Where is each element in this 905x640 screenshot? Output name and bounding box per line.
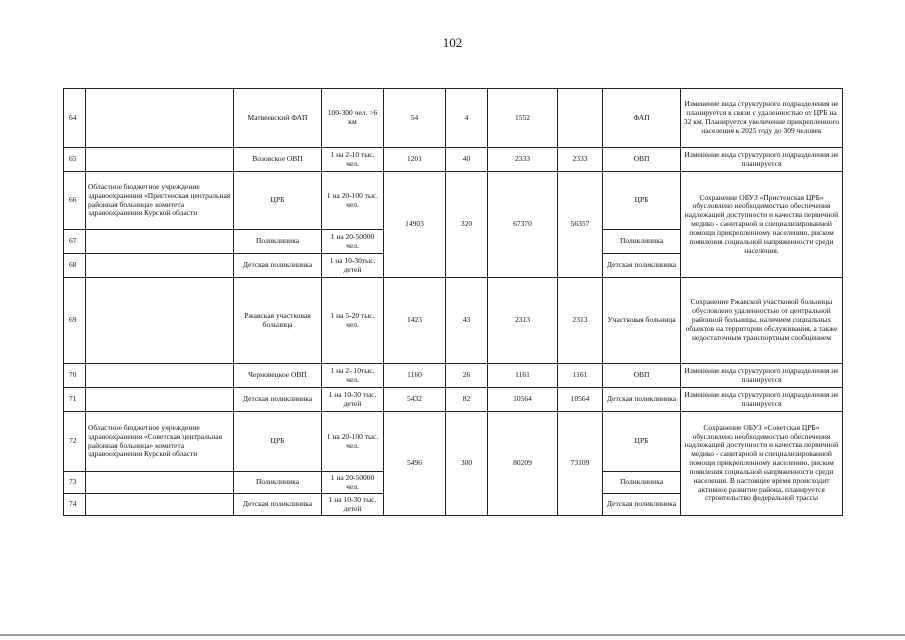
value-cell: 300 bbox=[446, 412, 488, 516]
value-cell bbox=[558, 89, 603, 148]
facility-type: ЦРБ bbox=[603, 412, 681, 472]
value-cell: 73109 bbox=[558, 412, 603, 516]
value-cell: 10564 bbox=[558, 388, 603, 412]
row-number: 71 bbox=[64, 388, 86, 412]
value-cell: 1161 bbox=[488, 364, 558, 388]
norm-cell: 1 на 10-30тыс. детей bbox=[322, 254, 384, 278]
note-cell: Изменение вида структурного подразделения не планируется bbox=[681, 388, 843, 412]
facility-type: ЦРБ bbox=[603, 172, 681, 230]
organization-cell bbox=[86, 278, 234, 364]
facility-type: ОВП bbox=[603, 148, 681, 172]
facility-type: ФАП bbox=[603, 89, 681, 148]
facility-name: ЦРБ bbox=[234, 172, 322, 230]
organization-cell bbox=[86, 148, 234, 172]
note-cell: Изменение вида структурного подразделения не планируется в связи с удаленностью от ЦРБ на 32 км. Планируется увеличение прикрепленного населения к 2025 году до 309 человек bbox=[681, 89, 843, 148]
row-number: 73 bbox=[64, 472, 86, 494]
value-cell: 43 bbox=[446, 278, 488, 364]
facility-name: Детская поликлиника bbox=[234, 388, 322, 412]
organization-cell bbox=[86, 230, 234, 254]
row-number: 68 bbox=[64, 254, 86, 278]
value-cell: 5496 bbox=[384, 412, 446, 516]
table-row bbox=[64, 364, 843, 388]
facility-type: Детская поликлиника bbox=[603, 494, 681, 516]
facility-type: Детская поликлиника bbox=[603, 254, 681, 278]
value-cell: 1552 bbox=[488, 89, 558, 148]
row-number: 69 bbox=[64, 278, 86, 364]
norm-cell: 100-300 чел. >6 км bbox=[322, 89, 384, 148]
value-cell: 4 bbox=[446, 89, 488, 148]
value-cell: 320 bbox=[446, 172, 488, 278]
value-cell: 54 bbox=[384, 89, 446, 148]
norm-cell: 1 на 10-30 тыс. детей bbox=[322, 494, 384, 516]
note-cell: Сохранение ОБУЗ «Пристенская ЦРБ» обусловлено необходимостью обеспечения надлежащей доступности и качества первичной медико - санитарной и специализированной помощи прикрепленному населению, риском появления социальной напряженности среди населения. bbox=[681, 172, 843, 278]
value-cell: 10564 bbox=[488, 388, 558, 412]
note-cell: Изменение вида структурного подразделения не планируется bbox=[681, 364, 843, 388]
norm-cell: 1 на 20-100 тыс. чел. bbox=[322, 412, 384, 472]
row-number: 65 bbox=[64, 148, 86, 172]
value-cell: 1423 bbox=[384, 278, 446, 364]
norm-cell: 1 на 20-50000 чел. bbox=[322, 472, 384, 494]
row-number: 70 bbox=[64, 364, 86, 388]
row-number: 74 bbox=[64, 494, 86, 516]
value-cell: 2313 bbox=[558, 278, 603, 364]
value-cell: 40 bbox=[446, 148, 488, 172]
row-number: 67 bbox=[64, 230, 86, 254]
note-cell: Сохранение Ржавской участковой больницы обусловлено удаленностью от центральной районной больницы, наличием социальных объектов на территории обслуживания, а также недостаточным транспортным сообщением bbox=[681, 278, 843, 364]
table-row bbox=[64, 89, 843, 148]
organization-cell bbox=[86, 364, 234, 388]
norm-cell: 1 на 20-50000 чел. bbox=[322, 230, 384, 254]
value-cell: 80209 bbox=[488, 412, 558, 516]
page-number: 102 bbox=[442, 35, 463, 50]
note-cell: Изменение вида структурного подразделения не планируется bbox=[681, 148, 843, 172]
scan-edge-line bbox=[0, 634, 905, 636]
facility-name: Поликлиника bbox=[234, 230, 322, 254]
facility-name: Черновецкое ОВП bbox=[234, 364, 322, 388]
value-cell: 14903 bbox=[384, 172, 446, 278]
facility-name: Матвеевский ФАП bbox=[234, 89, 322, 148]
facility-type: ОВП bbox=[603, 364, 681, 388]
value-cell: 82 bbox=[446, 388, 488, 412]
value-cell: 56357 bbox=[558, 172, 603, 278]
facility-type: Поликлиника bbox=[603, 472, 681, 494]
value-cell: 5432 bbox=[384, 388, 446, 412]
facility-type: Поликлиника bbox=[603, 230, 681, 254]
row-number: 66 bbox=[64, 172, 86, 230]
value-cell: 1160 bbox=[384, 364, 446, 388]
facility-name: Детская поликлиника bbox=[234, 254, 322, 278]
value-cell: 2333 bbox=[558, 148, 603, 172]
table-row bbox=[64, 388, 843, 412]
value-cell: 2333 bbox=[488, 148, 558, 172]
value-cell: 26 bbox=[446, 364, 488, 388]
organization-cell: Областное бюджетное учреждение здравоохранения «Советская центральная районная больница» комитета здравоохранения Курской области bbox=[86, 412, 234, 472]
facility-name: Детская поликлиника bbox=[234, 494, 322, 516]
norm-cell: 1 на 2-10 тыс. чел. bbox=[322, 148, 384, 172]
facility-name: Ржавская участковая больница bbox=[234, 278, 322, 364]
organization-cell: Областное бюджетное учреждение здравоохранения «Пристенская центральная районная больница» комитета здравоохранения Курской области bbox=[86, 172, 234, 230]
norm-cell: 1 на 5-20 тыс. чел. bbox=[322, 278, 384, 364]
note-cell: Сохранение ОБУЗ «Советская ЦРБ» обусловлено необходимостью обеспечения надлежащей доступности и качества первичной медико - санитарной и специализированной помощи прикрепленному населению, риском появления социальной напряженности среди населения. В настоящее время происходит активное развитие района, планируется строительство федеральной трассы bbox=[681, 412, 843, 516]
row-number: 72 bbox=[64, 412, 86, 472]
organization-cell bbox=[86, 494, 234, 516]
facilities-table bbox=[63, 88, 843, 516]
facility-type: Участковая больница bbox=[603, 278, 681, 364]
organization-cell bbox=[86, 254, 234, 278]
norm-cell: 1 на 10-30 тыс. детей bbox=[322, 388, 384, 412]
organization-cell bbox=[86, 89, 234, 148]
table-row bbox=[64, 278, 843, 364]
facility-name: Возовское ОВП bbox=[234, 148, 322, 172]
facility-name: ЦРБ bbox=[234, 412, 322, 472]
facility-type: Детская поликлиника bbox=[603, 388, 681, 412]
value-cell: 1161 bbox=[558, 364, 603, 388]
value-cell: 1201 bbox=[384, 148, 446, 172]
table-row bbox=[64, 412, 843, 472]
table-row bbox=[64, 172, 843, 230]
organization-cell bbox=[86, 472, 234, 494]
facility-name: Поликлиника bbox=[234, 472, 322, 494]
organization-cell bbox=[86, 388, 234, 412]
norm-cell: 1 на 2- 10тыс. чел. bbox=[322, 364, 384, 388]
norm-cell: 1 на 20-100 тыс. чел. bbox=[322, 172, 384, 230]
value-cell: 2313 bbox=[488, 278, 558, 364]
row-number: 64 bbox=[64, 89, 86, 148]
value-cell: 67370 bbox=[488, 172, 558, 278]
table-row bbox=[64, 148, 843, 172]
